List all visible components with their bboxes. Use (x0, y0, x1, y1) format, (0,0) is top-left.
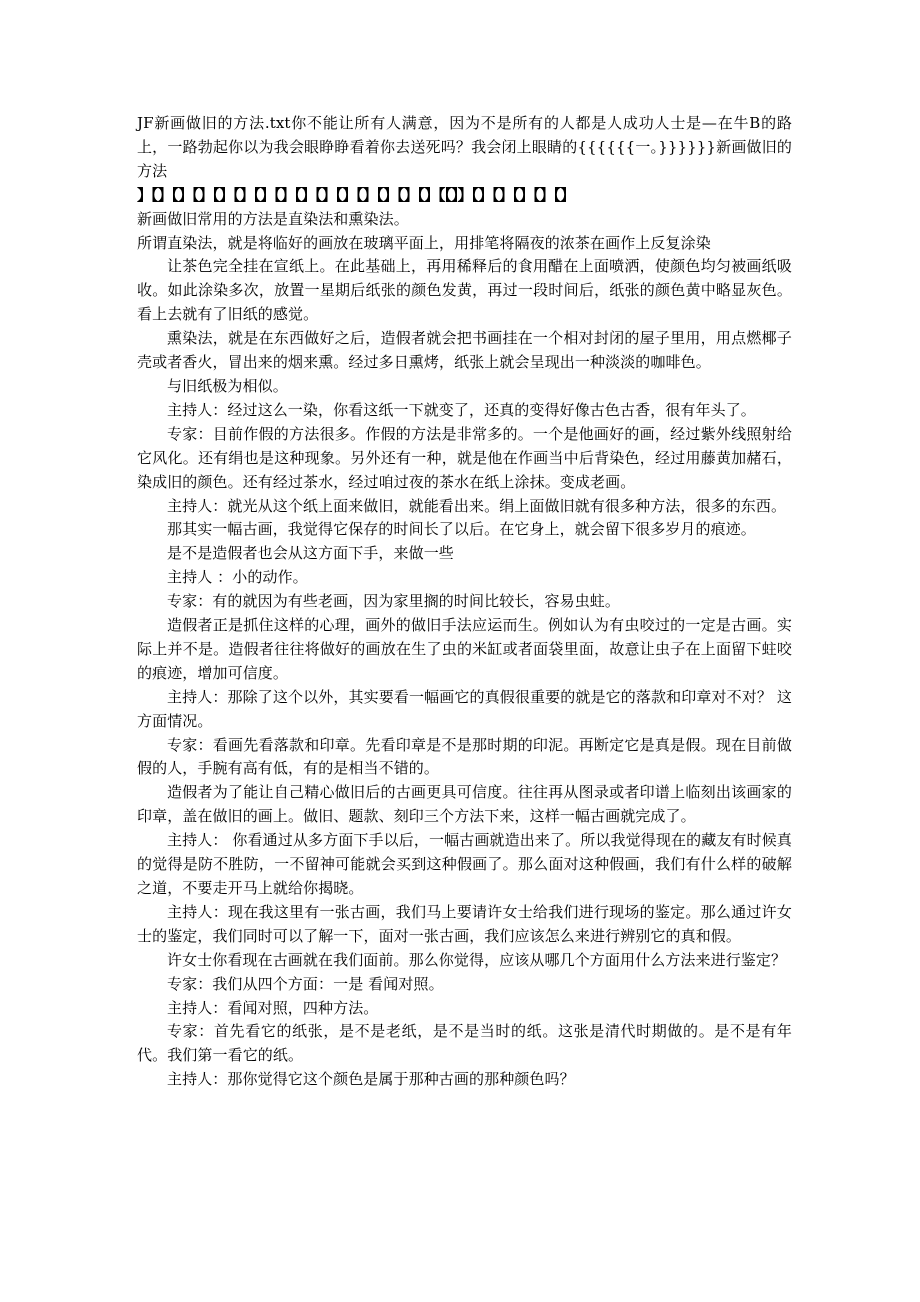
paragraph: 主持人：那除了这个以外，其实要看一幅画它的真假很重要的就是它的落款和印章对不对？ 这方面情况。 (137, 687, 792, 730)
paragraph: 造假者正是抓住这样的心理，画外的做旧手法应运而生。例如认为有虫咬过的一定是古画。实际上并不是。造假者往往将做好的画放在生了虫的米缸或者面袋里面，故意让虫子在上面留下蛀咬的痕迹，增加可信度。 (137, 616, 792, 682)
paragraph: 专家：我们从四个方面：一是 看闻对照。 (167, 974, 444, 993)
paragraph: 主持人：那你觉得它这个颜色是属于那种古画的那种颜色吗？ (167, 1070, 575, 1089)
paragraph: 专家：看画先看落款和印章。先看印章是不是那时期的印泥。再断定它是真是假。现在目前做假的人，手腕有高有低，有的是相当不错的。 (137, 735, 792, 778)
paragraph: 主持人：现在我这里有一张古画，我们马上要请许女士给我们进行现场的鉴定。那么通过许女士的鉴定，我们同时可以了解一下，面对一张古画，我们应该怎么来进行辨别它的真和假。 (137, 902, 792, 945)
paragraph: 主持人：看闻对照，四种方法。 (167, 998, 379, 1017)
paragraph: 主持人 ：小的动作。 (167, 568, 308, 587)
bracket-decoration-line: 】【】【】【】【】【】【】【】【】【】【】【】【】【】【】【【】】【】【】【】【】【】 (137, 185, 575, 204)
paragraph: 主持人：就光从这个纸上面来做旧，就能看出来。绢上面做旧就有很多种方法，很多的东西。 (167, 496, 787, 515)
paragraph: 是不是造假者也会从这方面下手，来做一些 (167, 544, 454, 563)
paragraph: 许女士你看现在古画就在我们面前。那么你觉得，应该从哪几个方面用什么方法来进行鉴定？ (167, 950, 787, 969)
paragraph: 新画做旧常用的方法是直染法和熏染法。 (137, 209, 409, 228)
document-title-line: JF新画做旧的方法.txt你不能让所有人满意，因为不是所有的人都是人成功人士是—在牛B的路上，一路勃起你以为我会眼睁睁看着你去送死吗？我会闭上眼睛的{{{{{{一。}}}}}}新画做旧的方法 (137, 114, 792, 180)
paragraph: 与旧纸极为相似。 (167, 376, 288, 395)
paragraph: 那其实一幅古画，我觉得它保存的时间长了以后。在它身上，就会留下很多岁月的痕迹。 (167, 520, 756, 539)
paragraph: 造假者为了能让自己精心做旧后的古画更具可信度。往往再从图录或者印谱上临刻出该画家的印章，盖在做旧的画上。做旧、题款、刻印三个方法下来，这样一幅古画就完成了。 (137, 783, 792, 826)
paragraph: 主持人： 你看通过从多方面下手以后，一幅古画就造出来了。所以我觉得现在的藏友有时候真的觉得是防不胜防，一不留神可能就会买到这种假画了。那么面对这种假画，我们有什么样的破解之道，不要走开马上就给你揭晓。 (137, 831, 792, 897)
paragraph: 主持人：经过这么一染，你看这纸一下就变了，还真的变得好像古色古香，很有年头了。 (167, 400, 756, 419)
paragraph: 专家：首先看它的纸张，是不是老纸，是不是当时的纸。这张是清代时期做的。是不是有年代。我们第一看它的纸。 (137, 1022, 792, 1065)
paragraph: 专家：目前作假的方法很多。作假的方法是非常多的。一个是他画好的画，经过紫外线照射给它风化。还有绢也是这种现象。另外还有一种，就是他在作画当中后背染色，经过用藤黄加赭石，染成旧的颜色。还有经过茶水，经过咱过夜的茶水在纸上涂抹。变成老画。 (137, 424, 792, 491)
paragraph: 专家：有的就因为有些老画，因为家里搁的时间比较长，容易虫蛀。 (167, 592, 621, 611)
paragraph: 让茶色完全挂在宣纸上。在此基础上，再用稀释后的食用醋在上面喷洒，使颜色均匀被画纸吸收。如此涂染多次，放置一星期后纸张的颜色发黄，再过一段时间后，纸张的颜色黄中略显灰色。看上去就有了旧纸的感觉。 (137, 257, 792, 324)
paragraph: 熏染法，就是在东西做好之后，造假者就会把书画挂在一个相对封闭的屋子里用，用点燃椰子壳或者香火，冒出来的烟来熏。经过多日熏烤，纸张上就会呈现出一种淡淡的咖啡色。 (137, 329, 792, 372)
document-body (137, 112, 792, 1092)
paragraph: 所谓直染法，就是将临好的画放在玻璃平面上，用排笔将隔夜的浓茶在画作上反复涂染 (137, 233, 711, 252)
